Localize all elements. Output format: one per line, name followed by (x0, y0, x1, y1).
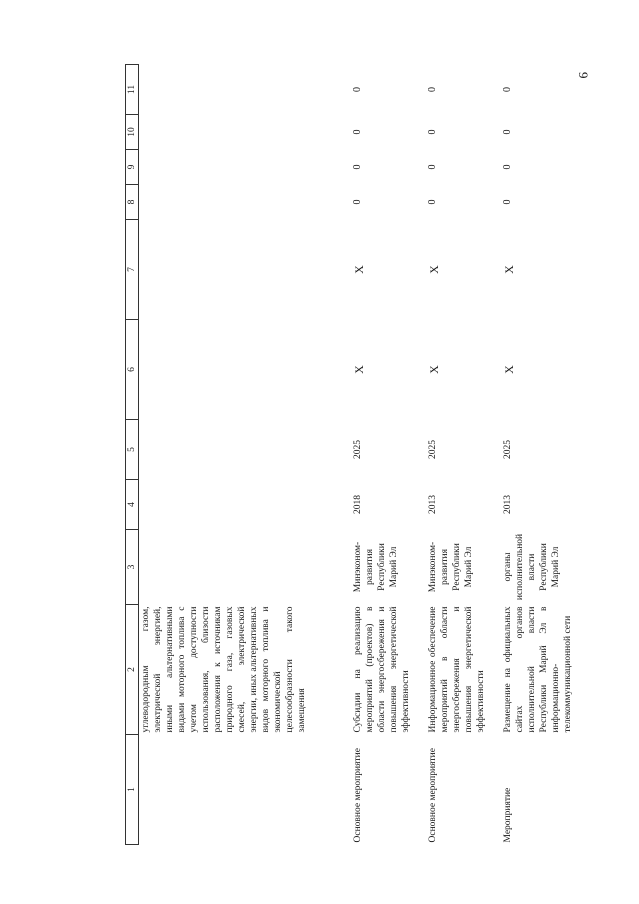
cell-col8: 0 (427, 199, 438, 205)
col-header: 6 (126, 320, 139, 420)
cell-col6: X (502, 365, 516, 374)
cell-col11: 0 (427, 87, 438, 92)
cell-col6: X (352, 365, 366, 374)
cell-col9: 0 (352, 164, 363, 170)
cell-col7: X (352, 265, 366, 274)
cell-col11: 0 (502, 87, 513, 92)
cell-col11 (139, 65, 352, 115)
rotated-page (125, 65, 639, 845)
cell-start-year (139, 480, 352, 530)
cell-start-year: 2013 (428, 495, 438, 514)
cell-col9: 0 (502, 164, 513, 170)
cell-col7 (139, 220, 352, 320)
cell-col10 (139, 115, 352, 150)
cell-executor: органы исполнительной власти Республики Марий Эл (503, 533, 561, 601)
cell-col9 (139, 150, 352, 185)
cell-end-year: 2025 (353, 440, 363, 459)
cell-start-year: 2013 (503, 495, 513, 514)
cell-col6 (139, 320, 352, 420)
cell-executor (139, 530, 352, 605)
cell-col8 (139, 185, 352, 220)
cell-col10: 0 (427, 129, 438, 135)
col-header: 10 (126, 115, 139, 150)
cell-type (139, 735, 352, 845)
cell-col7: X (502, 265, 516, 274)
cell-type: Мероприятие (503, 787, 513, 843)
cell-name: углеводородным газом, электрической энергией, иными альтернативными видами моторного топлива с учетом доступности использования, близости расположения к источникам природного газа, газовых смесей, электрической энергии, иных альтернативных видов моторного топлива и экономической целесообразности такого замещения (141, 606, 307, 733)
cell-col6: X (427, 365, 441, 374)
header-row (126, 65, 139, 845)
table-row (139, 65, 352, 845)
cell-name: Размещение на официальных сайтах органов исполнительной власти Республики Марий Эл в информационно-телекоммуникационной сети (503, 606, 573, 733)
cell-col10: 0 (352, 129, 363, 135)
cell-start-year: 2018 (353, 495, 363, 514)
program-table (125, 64, 591, 845)
table-row (501, 65, 588, 845)
cell-col7: X (427, 265, 441, 274)
cell-col9: 0 (427, 164, 438, 170)
cell-end-year (139, 420, 352, 480)
col-header: 7 (126, 220, 139, 320)
cell-col8: 0 (352, 199, 363, 205)
table-row (426, 65, 501, 845)
cell-type: Основное мероприятие (428, 748, 438, 843)
col-header: 9 (126, 150, 139, 185)
col-header: 11 (126, 65, 139, 115)
cell-executor: Минэконом-развития Республики Марий Эл (428, 541, 474, 593)
cell-col10: 0 (502, 129, 513, 135)
cell-col8: 0 (502, 199, 513, 205)
col-header: 2 (126, 605, 139, 735)
cell-name: Информационное обеспечение мероприятий в области энергосбережения и повышения энергетической эффективности (428, 606, 486, 733)
page-number: 9 (576, 72, 591, 79)
cell-executor: Минэконом-развития Республики Марий Эл (353, 541, 399, 593)
cell-type: Основное мероприятие (353, 748, 363, 843)
table-row (351, 65, 426, 845)
col-header: 1 (126, 735, 139, 845)
col-header: 5 (126, 420, 139, 480)
cell-end-year: 2025 (503, 440, 513, 459)
col-header: 8 (126, 185, 139, 220)
cell-name: Субсидии на реализацию мероприятий (проектов) в области энергосбережения и повышения энергетической эффективности (353, 606, 411, 733)
cell-col11: 0 (352, 87, 363, 92)
cell-end-year: 2025 (428, 440, 438, 459)
col-header: 4 (126, 480, 139, 530)
col-header: 3 (126, 530, 139, 605)
